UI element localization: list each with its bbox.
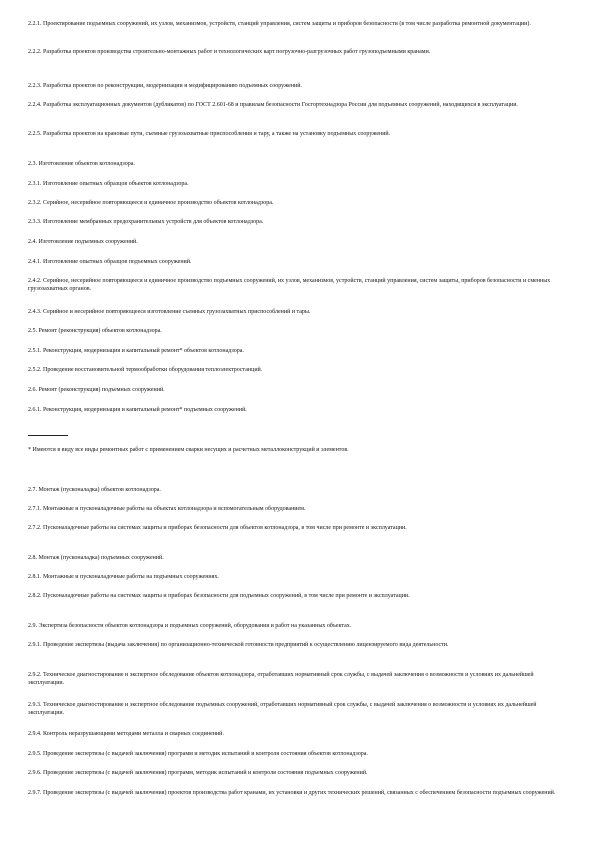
item-2-7-1: 2.7.1. Монтажные и пусконаладочные работы на объектах котлонадзора и вспомогательным оборудованием. (28, 506, 306, 512)
item-2-9-3: 2.9.3. Техническое диагностирование и экспертное обследование подъемных сооружений, отработавших нормативный срок службы, с выдачей заключения о возможности и условиях их дальнейшей эксплуатации. (28, 702, 537, 717)
item-2-2-3: 2.2.3. Разработка проектов по реконструкции, модернизации и модифицированию подъемных сооружений. (28, 83, 302, 89)
item-2-3-2: 2.3.2. Серийное, несерийное повторяющееся и единичное производство объектов котлонадзора. (28, 200, 274, 206)
item-2-8: 2.8. Монтаж (пусконаладка) подъемных сооружений. (28, 555, 164, 561)
item-2-9-2: 2.9.2. Техническое диагностирование и экспертное обследование объектов котлонадзора, отработавших нормативный срок службы, с выдачей заключения о возможности и условиях их дальнейшей эксплуатации. (28, 672, 534, 687)
item-2-9: 2.9. Экспертиза безопасности объектов котлонадзора и подъемных сооружений, оборудования и работ на указанных объектах. (28, 623, 352, 629)
item-2-9-6: 2.9.6. Проведение экспертизы (с выдачей заключения) программ, методик испытаний и контроля состояния подъемных сооружений. (28, 770, 368, 776)
item-2-7-2: 2.7.2. Пусконаладочные работы на системах защиты и приборах безопасности для объектов котлонадзора, в том числе при ремонте и эксплуатации. (28, 525, 407, 531)
item-2-6: 2.6. Ремонт (реконструкция) подъемных сооружений. (28, 387, 165, 393)
item-2-7: 2.7. Монтаж (пусконаладка) объектов котлонадзора. (28, 487, 161, 493)
item-2-8-2: 2.8.2. Пусконаладочные работы на системах защиты и приборах безопасности для подъемных сооружений, в том числе при ремонте и эксплуатации. (28, 593, 410, 599)
item-2-2-5: 2.2.5. Разработка проектов на крановые пути, съемные грузозахватные приспособления и тару, а также на установку подъемных сооружений. (28, 131, 391, 137)
item-2-5-2: 2.5.2. Проведение восстановительной термообработки оборудования теплоэлектростанций. (28, 367, 263, 373)
item-2-2-1: 2.2.1. Проектирование подъемных сооружений, их узлов, механизмов, устройств, станций управления, систем защиты и приборов безопасности (в том числе разработка ремонтной документации). (28, 21, 531, 27)
item-2-2-2: 2.2.2. Разработка проектов производства строительно-монтажных работ и технологических карт погрузочно-разгрузочных работ грузоподъемными кранами. (28, 49, 431, 55)
item-2-3-1: 2.3.1. Изготовление опытных образцов объектов котлонадзора. (28, 181, 189, 187)
item-2-9-1: 2.9.1. Проведение экспертизы (выдача заключения) по организационно-технической готовности предприятий к осуществлению лицензируемого вида деятельности. (28, 642, 449, 648)
item-2-4-2: 2.4.2. Серийное, несерийное повторяющееся и единичное производство подъемных сооружений, их узлов, механизмов, устройств, станций управления, систем защиты, приборов безопасности и сменных грузозахватных органов. (28, 278, 551, 293)
item-2-4: 2.4. Изготовление подъемных сооружений. (28, 239, 138, 245)
item-2-3-3: 2.3.3. Изготовление мембранных предохранительных устройств для объектов котлонадзора. (28, 219, 264, 225)
item-2-4-3: 2.4.3. Серийное и несерийное повторяющееся изготовление съемных грузозахватных приспособлений и тары. (28, 309, 311, 315)
footnote-rule (28, 435, 68, 436)
footnote: * Имеются в виду все виды ремонтных работ с применением сварки несущих и расчетных металлоконструкций и элементов. (28, 447, 349, 453)
item-2-9-4: 2.9.4. Контроль неразрушающими методами металла и сварных соединений. (28, 731, 224, 737)
item-2-9-7: 2.9.7. Проведение экспертизы (с выдачей заключения) проектов производства работ кранами, их установки и других технических решений, связанных с обеспечением безопасности подъемных сооружений. (28, 790, 556, 796)
item-2-2-4: 2.2.4. Разработка эксплуатационных документов (дубликатов) по ГОСТ 2.601-68 и правилам безопасности Госгортехнадзора России для подъемных сооружений, находящихся в эксплуатации. (28, 102, 518, 108)
item-2-8-1: 2.8.1. Монтажные и пусконаладочные работы на подъемных сооружениях. (28, 574, 219, 580)
item-2-3: 2.3. Изготовление объектов котлонадзора. (28, 161, 135, 167)
item-2-5-1: 2.5.1. Реконструкция, модернизация и капитальный ремонт* объектов котлонадзора. (28, 348, 244, 354)
item-2-4-1: 2.4.1. Изготовление опытных образцов подъемных сооружений. (28, 259, 192, 265)
item-2-6-1: 2.6.1. Реконструкция, модернизация и капитальный ремонт* подъемных сооружений. (28, 407, 247, 413)
item-2-5: 2.5. Ремонт (реконструкция) объектов котлонадзора. (28, 328, 162, 334)
item-2-9-5: 2.9.5. Проведение экспертизы (с выдачей заключения) программ и методик испытаний и контроля состояния объектов котлонадзора. (28, 751, 368, 757)
